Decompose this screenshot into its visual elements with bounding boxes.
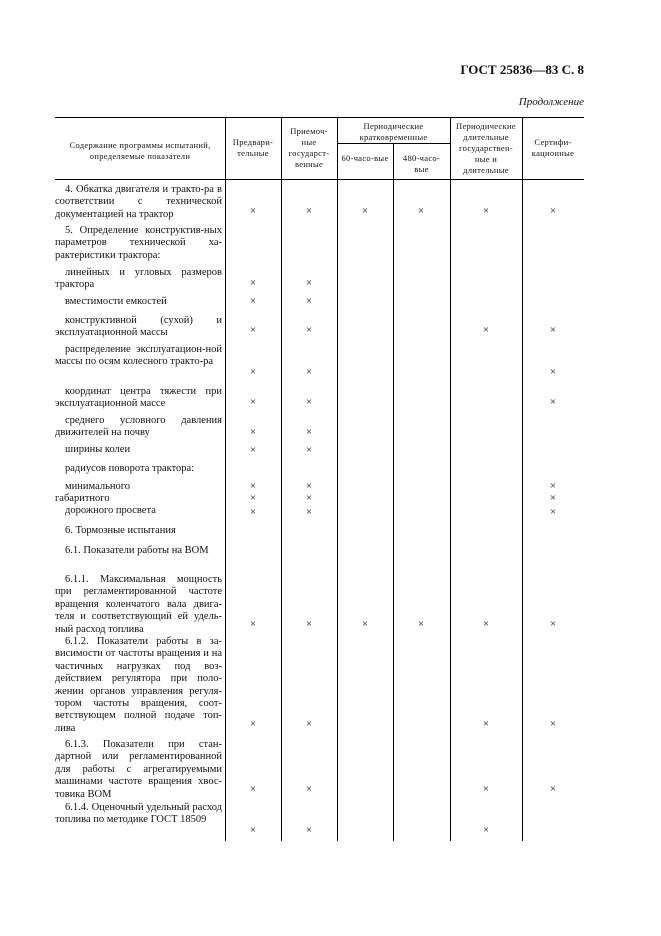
row-label: 6.1.3. Показатели при стан-дартной или регламентированной для работы с агрегатируемыми машинами частоте вращения хвос-товика ВОМ	[55, 739, 222, 800]
cross-mark: ×	[305, 277, 313, 289]
col-divider	[337, 117, 338, 841]
cross-mark: ×	[249, 444, 257, 456]
table-row	[55, 344, 222, 369]
cross-mark: ×	[249, 824, 257, 836]
table-row	[55, 315, 222, 340]
cross-mark: ×	[549, 492, 557, 504]
row-label: радиусов поворота трактора:	[65, 463, 195, 474]
cross-mark: ×	[482, 618, 490, 630]
page-header: ГОСТ 25836—83 С. 8	[460, 62, 584, 77]
cross-mark: ×	[249, 783, 257, 795]
col-divider	[450, 117, 451, 841]
col-header-preliminary: Предвари-тельные	[232, 137, 274, 158]
cross-mark: ×	[305, 506, 313, 518]
cross-mark: ×	[249, 205, 257, 217]
cross-mark: ×	[305, 426, 313, 438]
table-row	[55, 493, 222, 505]
row-label: 6.1.2. Показатели работы в за-висимости от частоты вращения и на частичных нагрузках под воз-действием регулятора при поло-жении органов управления регуля-тором частоты вращения, соот-ветствующем полной подаче топ-лива	[55, 636, 222, 734]
table-row	[55, 802, 222, 827]
cross-mark: ×	[549, 783, 557, 795]
row-label: вместимости емкостей	[65, 296, 167, 307]
table-top-rule	[55, 117, 584, 118]
cross-mark: ×	[361, 205, 369, 217]
cross-mark: ×	[249, 396, 257, 408]
cross-mark: ×	[549, 480, 557, 492]
table-row	[55, 505, 222, 517]
cross-mark: ×	[549, 205, 557, 217]
cross-mark: ×	[305, 492, 313, 504]
row-label: 6.1.1. Максимальная мощность при регламентированной частоте вращения коленчатого вала двига-теля и соответствующий ей удель-ный расход топлива	[55, 574, 222, 635]
cross-mark: ×	[249, 718, 257, 730]
cross-mark: ×	[549, 396, 557, 408]
table-row	[55, 739, 222, 801]
row-label: 6.1.4. Оценочный удельный расход топлива по методике ГОСТ 18509	[55, 802, 222, 826]
cross-mark: ×	[482, 824, 490, 836]
cross-mark: ×	[305, 396, 313, 408]
table-row	[55, 184, 222, 221]
table-row	[55, 481, 222, 493]
col-divider	[225, 117, 226, 841]
cross-mark: ×	[305, 444, 313, 456]
col-divider	[522, 117, 523, 841]
row-label: 6. Тормозные испытания	[65, 525, 176, 536]
col-header-cert: Сертифи-кационные	[531, 137, 575, 158]
row-label: линейных и угловых размеров трактора	[55, 267, 222, 291]
cross-mark: ×	[249, 506, 257, 518]
col-divider	[393, 143, 394, 841]
row-label: минимального	[65, 481, 131, 492]
table-row	[55, 444, 222, 456]
cross-mark: ×	[549, 366, 557, 378]
table-row	[55, 267, 222, 292]
cross-mark: ×	[305, 295, 313, 307]
cross-mark: ×	[305, 824, 313, 836]
cross-mark: ×	[249, 366, 257, 378]
col-header-periodic-short: Периодические кратковременные	[359, 121, 428, 142]
cross-mark: ×	[482, 718, 490, 730]
cross-mark: ×	[482, 324, 490, 336]
table-row	[55, 525, 222, 537]
row-label: 6.1. Показатели работы на ВОМ	[65, 545, 209, 556]
row-label: 5. Определение конструктив-ных параметров технической ха-рактеристики трактора:	[55, 225, 222, 261]
cross-mark: ×	[249, 618, 257, 630]
table-row	[55, 386, 222, 411]
col-header-periodic-long: Периодические длительные государствен-ные и длительные	[456, 121, 516, 175]
cross-mark: ×	[305, 324, 313, 336]
row-label: конструктивной (сухой) и эксплуатационной массы	[55, 315, 222, 339]
cross-mark: ×	[305, 783, 313, 795]
cross-mark: ×	[417, 205, 425, 217]
table-row	[55, 545, 222, 557]
cross-mark: ×	[249, 426, 257, 438]
cross-mark: ×	[417, 618, 425, 630]
table-header-rule	[55, 179, 584, 180]
cross-mark: ×	[249, 295, 257, 307]
cross-mark: ×	[482, 205, 490, 217]
cross-mark: ×	[549, 618, 557, 630]
row-label: 4. Обкатка двигателя и тракто-ра в соответствии с технической документацией на трактор	[55, 184, 222, 220]
continuation-label: Продолжение	[518, 96, 584, 108]
row-label: распределение эксплуатацион-ной массы по осям колесного тракто-ра	[55, 344, 222, 368]
table-row	[55, 636, 222, 735]
cross-mark: ×	[305, 366, 313, 378]
row-label: координат центра тяжести при эксплуатационной массе	[55, 386, 222, 410]
cross-mark: ×	[549, 718, 557, 730]
table-row	[55, 296, 222, 308]
cross-mark: ×	[249, 277, 257, 289]
table-row	[55, 574, 222, 636]
cross-mark: ×	[305, 205, 313, 217]
cross-mark: ×	[249, 492, 257, 504]
cross-mark: ×	[305, 480, 313, 492]
row-label: ширины колеи	[65, 444, 131, 455]
cross-mark: ×	[249, 480, 257, 492]
row-label: среднего условного давления движителей на почву	[55, 415, 222, 439]
col-divider	[281, 117, 282, 841]
cross-mark: ×	[549, 324, 557, 336]
col-header-480h: 480-часо-вые	[402, 153, 441, 174]
col-header-60h: 60-часо-вые	[341, 153, 389, 163]
cross-mark: ×	[549, 506, 557, 518]
cross-mark: ×	[361, 618, 369, 630]
cross-mark: ×	[249, 324, 257, 336]
table-row	[55, 415, 222, 440]
row-label: габаритного	[55, 493, 110, 504]
col-header-acceptance: Приемоч-ные государст-венные	[288, 126, 330, 169]
cross-mark: ×	[305, 718, 313, 730]
cross-mark: ×	[305, 618, 313, 630]
cross-mark: ×	[482, 783, 490, 795]
table-row	[55, 225, 222, 262]
row-label: дорожного просвета	[65, 505, 156, 516]
table-row	[55, 463, 222, 475]
col-header-content: Содержание программы испытаний, определяемые показатели	[69, 140, 211, 161]
